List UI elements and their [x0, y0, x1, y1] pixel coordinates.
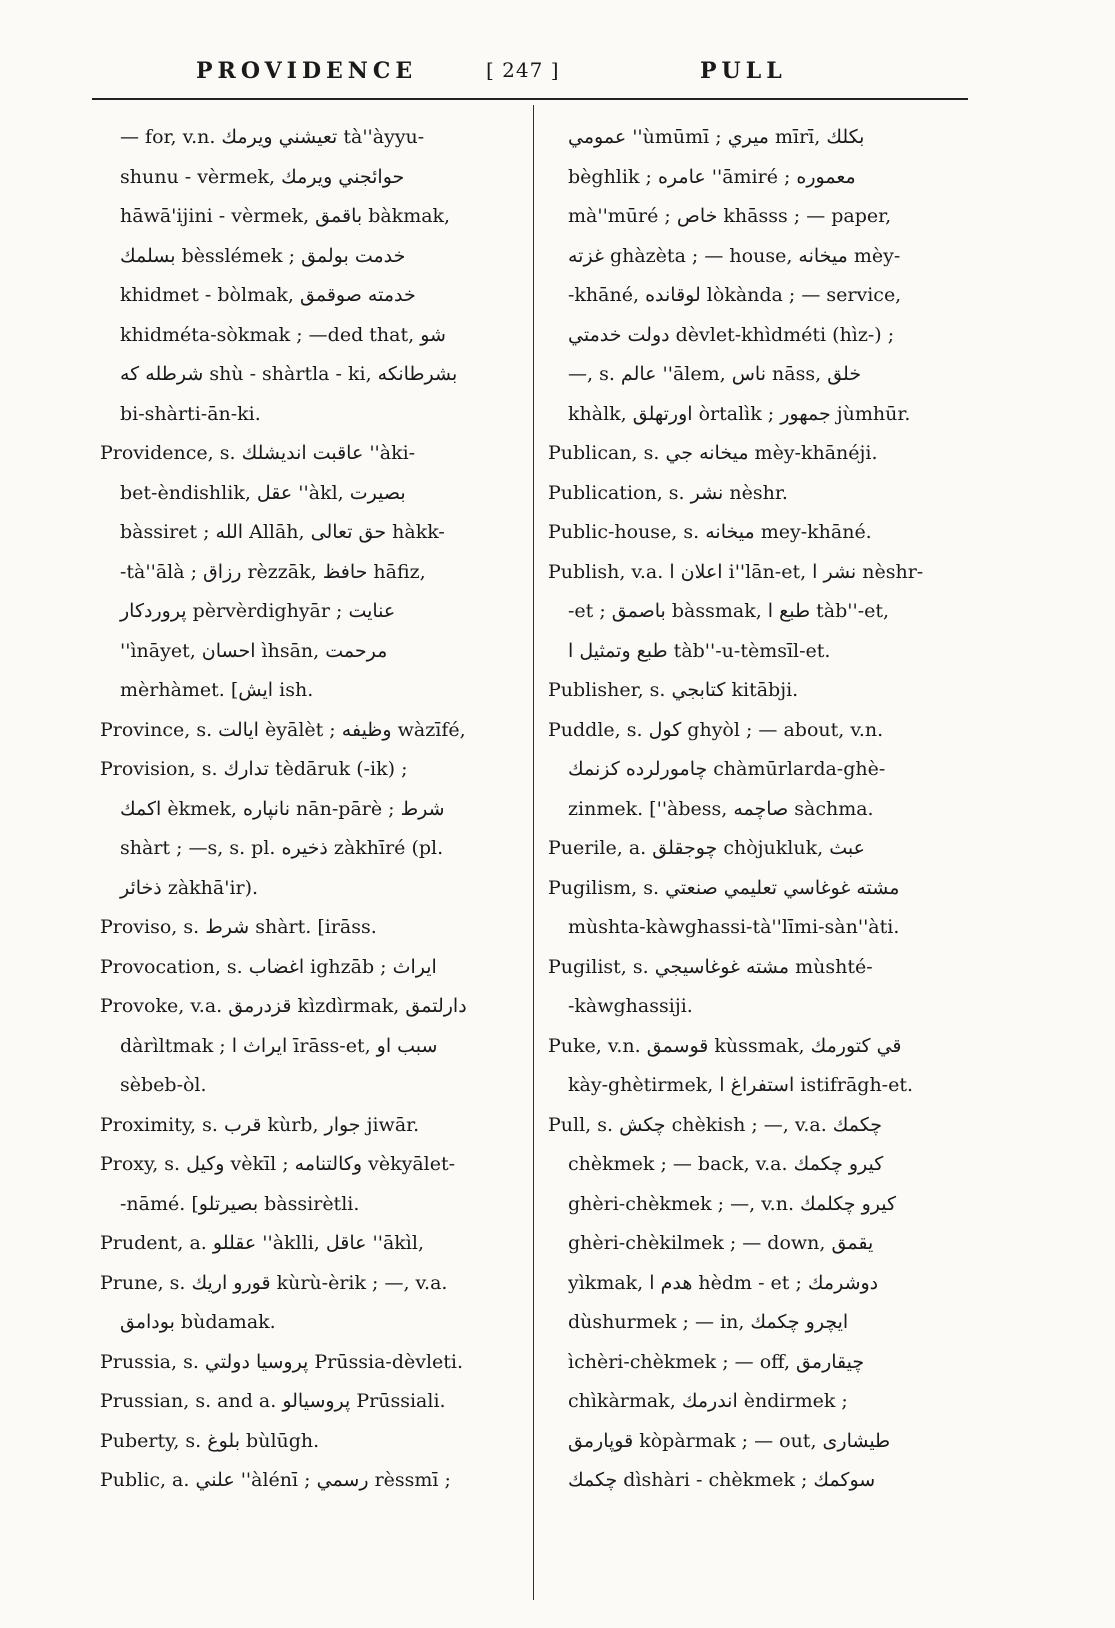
entry-line: طبع وتمثيل ا tàb''-u-tèmsīl-et. — [568, 639, 831, 662]
entry-line: ghèri-chèkmek ; —, v.n. كيرو چكلمك — [568, 1192, 897, 1215]
entry-line: Proviso, s. شرط shàrt. [irāss. — [100, 916, 377, 938]
entry-line: غزته ghàzèta ; — house, ميخانه mèy- — [568, 244, 901, 267]
entry-line: چامورلرده كزنمك chàmūrlarda-ghè- — [568, 758, 886, 780]
entry-line: Providence, s. عاقبت انديشلك ''àki- — [100, 442, 416, 464]
entry-line: -khāné, لوقانده lòkànda ; — service, — [568, 284, 902, 306]
entry-line: — for, v.n. تعيشني ويرمك tà''àyyu- — [120, 126, 425, 148]
entry-line: -tà''ālà ; رزاق rèzzāk, حافظ hāfiz, — [120, 560, 426, 583]
entry-line: Puberty, s. بلوغ bùlūgh. — [100, 1429, 320, 1452]
entry-line: ''ìnāyet, احسان ìhsān, مرحمت — [120, 639, 388, 662]
entry-line: sèbeb-òl. — [120, 1074, 207, 1096]
entry-line: Publisher, s. كتابجي kitābji. — [548, 679, 799, 701]
entry-line: Province, s. ايالت èyālèt ; وظيفه wàzīfé, — [100, 718, 466, 741]
entry-line: kày-ghètirmek, استفراغ ا istifrāgh-et. — [568, 1074, 914, 1096]
entry-line: Publication, s. نشر nèshr. — [548, 481, 788, 504]
entry-line: Publish, v.a. اعلان ا i''lān-et, نشر ا nèshr- — [548, 560, 924, 583]
entry-line: chìkàrmak, اندرمك èndirmek ; — [568, 1390, 848, 1412]
entry-line: dùshurmek ; — in, ايچرو چكمك — [568, 1311, 849, 1333]
entry-line: bèghlik ; عامره ''āmiré ; معموره — [568, 165, 856, 188]
entry-line: Pugilism, s. مشته غوغاسي تعليمي صنعتي — [548, 876, 900, 899]
entry-line: Prussia, s. پروسيا دولتي Prūssia-dèvleti. — [100, 1350, 464, 1373]
entry-line: Puke, v.n. قوسمق kùssmak, قي كتورمك — [548, 1034, 902, 1057]
entry-line: ìchèri-chèkmek ; — off, چيقارمق — [568, 1350, 865, 1373]
entry-line: bàssiret ; الله Allāh, حق تعالى hàkk- — [120, 521, 445, 543]
entry-line: Provocation, s. اغضاب ighzāb ; ايراث — [100, 955, 437, 978]
entry-line: Proxy, s. وكيل vèkīl ; وكالتنامه vèkyālet- — [100, 1153, 456, 1175]
entry-line: zinmek. [''àbess, صاچمه sàchma. — [568, 797, 874, 820]
entry-line: shàrt ; —s, s. pl. ذخيره zàkhīré (pl. — [120, 837, 444, 859]
entry-line: بودامق bùdamak. — [120, 1311, 276, 1333]
entry-line: -et ; باصمق bàssmak, طبع ا tàb''-et, — [568, 600, 890, 622]
left-column — [100, 118, 520, 1501]
page-header — [0, 54, 1115, 94]
entry-line: mà''mūré ; خاص khāsss ; — paper, — [568, 205, 892, 227]
entry-line: پروردكار pèrvèrdighyār ; عنايت — [120, 600, 396, 622]
entry-line: دولت خدمتي dèvlet-khìdméti (hìz-) ; — [568, 323, 895, 346]
entry-line: Puerile, a. چوجقلق chòjukluk, عبث — [548, 837, 865, 859]
entry-line: khàlk, اورتهلق òrtalìk ; جمهور jùmhūr. — [568, 402, 911, 425]
entry-line: Pull, s. چكش chèkish ; —, v.a. چكمك — [548, 1113, 883, 1136]
entry-line: Publican, s. ميخانه جي mèy-khānéji. — [548, 442, 878, 464]
entry-line: bi-shàrti-ān-ki. — [120, 402, 261, 425]
entry-line: Prune, s. قورو اريك kùrù-èrik ; —, v.a. — [100, 1271, 448, 1294]
entry-line: bet-èndishlik, عقل ''àkl, بصيرت — [120, 481, 406, 504]
entry-line: Public-house, s. ميخانه mey-khāné. — [548, 521, 872, 543]
entry-line: -kàwghassiji. — [568, 995, 693, 1017]
entry-line: khidméta-sòkmak ; —ded that, شو — [120, 323, 446, 346]
entry-line: Prussian, s. and a. پروسيالو Prūssiali. — [100, 1390, 446, 1412]
entry-line: —, s. عالم ''ālem, ناس nāss, خلق — [568, 363, 862, 385]
header-left-guideword: PROVIDENCE — [196, 58, 418, 84]
entry-line: شرطله كه shù - shàrtla - ki, بشرطانكه — [120, 363, 458, 385]
entry-line: قوپارمق kòpàrmak ; — out, طيشارى — [568, 1429, 891, 1452]
entry-line: عمومي ''ùmūmī ; ميري mīrī, بكلك — [568, 126, 865, 148]
entry-line: -nāmé. [بصيرتلو bàssirètli. — [120, 1192, 360, 1215]
entry-line: چكمك dìshàri - chèkmek ; سوكمك — [568, 1469, 876, 1491]
entry-line: Provision, s. تدارك tèdāruk (-ik) ; — [100, 758, 408, 780]
entry-line: Prudent, a. عقللو ''àklli, عاقل ''ākìl, — [100, 1232, 424, 1254]
entry-line: shunu - vèrmek, حوائجني ويرمك — [120, 165, 405, 188]
entry-line: mèrhàmet. [ايش ish. — [120, 679, 314, 701]
entry-line: بسلمك bèsslémek ; خدمت بولمق — [120, 244, 406, 267]
entry-line: mùshta-kàwghassi-tà''līmi-sàn''àti. — [568, 916, 900, 938]
entry-line: Proximity, s. قرب kùrb, جوار jiwār. — [100, 1113, 420, 1136]
entry-line: yìkmak, هدم ا hèdm - et ; دوشرمك — [568, 1271, 879, 1294]
entry-line: hāwā'ijini - vèrmek, باقمق bàkmak, — [120, 205, 451, 227]
entry-line: Puddle, s. كول ghyòl ; — about, v.n. — [548, 718, 884, 741]
header-right-guideword: PULL — [700, 58, 787, 84]
entry-line: dàrìltmak ; ايراث ا īrāss-et, سبب او — [120, 1034, 438, 1057]
entry-line: khidmet - bòlmak, خدمته صوقمق — [120, 284, 416, 306]
entry-line: chèkmek ; — back, v.a. كيرو چكمك — [568, 1153, 884, 1175]
entry-line: Public, a. علني ''àlénī ; رسمي rèssmī ; — [100, 1469, 451, 1491]
column-divider — [533, 105, 534, 1600]
entry-line: Pugilist, s. مشته غوغاسيجي mùshté- — [548, 955, 873, 978]
right-column — [548, 118, 968, 1501]
entry-line: ذخائر zàkhā'ir). — [120, 876, 259, 899]
page-number: [ 247 ] — [486, 58, 560, 82]
entry-line: اكمك èkmek, نانپاره nān-pārè ; شرط — [120, 797, 445, 820]
header-rule — [92, 98, 968, 100]
entry-line: Provoke, v.a. قزدرمق kìzdìrmak, دارلتمق — [100, 995, 467, 1017]
entry-line: ghèri-chèkilmek ; — down, يقمق — [568, 1232, 874, 1254]
